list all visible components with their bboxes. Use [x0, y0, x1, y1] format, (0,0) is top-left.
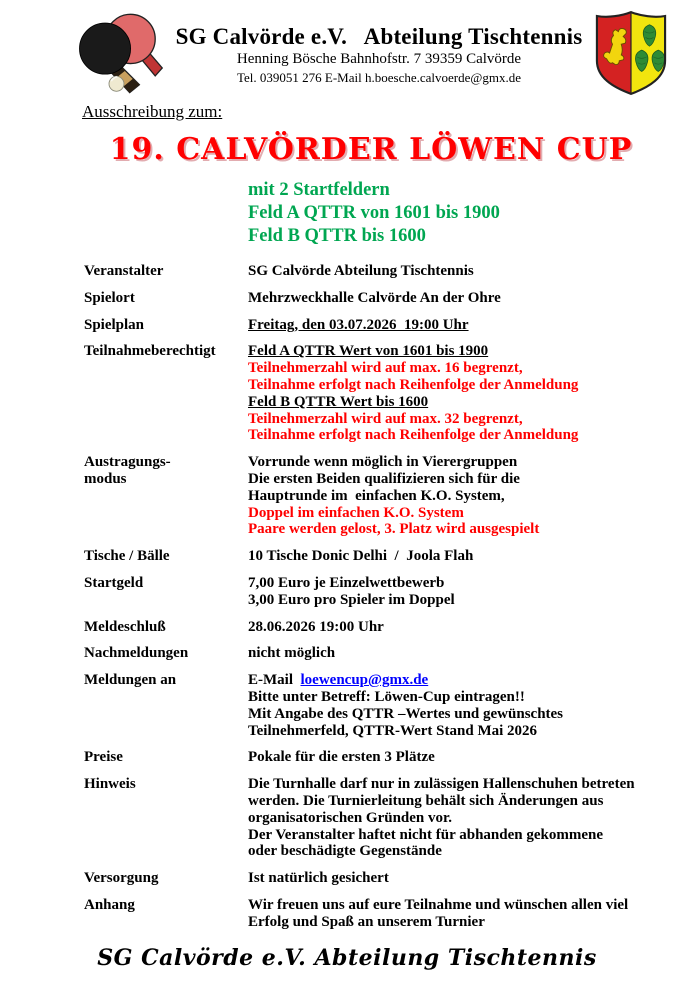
info-row	[84, 776, 654, 860]
row-label: Meldeschluß	[84, 618, 166, 635]
info-row	[84, 619, 654, 636]
info-row	[84, 870, 654, 887]
row-value	[248, 619, 654, 636]
info-row	[84, 897, 654, 931]
row-value	[248, 870, 654, 887]
text-segment: Teilnahme erfolgt nach Reihenfolge der Anmeldung	[248, 427, 579, 444]
header	[0, 0, 694, 98]
row-value	[248, 776, 654, 860]
info-row	[84, 645, 654, 662]
info-rows	[84, 263, 654, 931]
text-line	[248, 776, 654, 793]
text-line	[248, 689, 654, 706]
row-value	[248, 672, 654, 739]
header-text	[164, 8, 594, 86]
text-line	[248, 427, 654, 444]
row-label: Veranstalter	[84, 263, 164, 279]
subtitle-line: Feld A QTTR von 1601 bis 1900	[248, 203, 500, 223]
row-value	[248, 548, 654, 565]
row-label: Hinweis	[84, 776, 136, 793]
row-label: Startgeld	[84, 574, 144, 591]
row-value	[248, 317, 654, 334]
text-line	[248, 672, 654, 689]
text-line	[248, 897, 654, 914]
text-segment: Paare werden gelost, 3. Platz wird ausgespielt	[248, 521, 540, 538]
calvoerde-lion-hops-crest-icon	[594, 10, 668, 96]
text-segment: Feld B QTTR Wert bis 1600	[248, 393, 429, 410]
text-segment: organisatorischen Gründen vor.	[248, 809, 453, 826]
text-line	[248, 645, 654, 662]
text-line	[248, 377, 654, 394]
text-line	[248, 827, 654, 844]
text-line	[248, 290, 654, 307]
footer-signature: SG Calvörde e.V. Abteilung Tischtennis	[97, 944, 597, 971]
text-segment: Der Veranstalter haftet nicht für abhanden gekommene	[248, 826, 603, 843]
text-segment: Teilnehmerzahl wird auf max. 16 begrenzt,	[248, 360, 523, 377]
text-segment: Die Turnhalle darf nur in zulässigen Hallenschuhen betreten	[248, 776, 635, 793]
subtitle-line: Feld B QTTR bis 1600	[248, 226, 426, 246]
text-segment: Teilnehmerfeld, QTTR-Wert Stand Mai 2026	[248, 722, 538, 739]
subtitle-line: mit 2 Startfeldern	[248, 180, 390, 200]
text-line	[248, 723, 654, 740]
info-row	[84, 263, 654, 280]
text-line	[248, 411, 654, 428]
text-segment: nicht möglich	[248, 645, 336, 662]
text-line	[248, 360, 654, 377]
row-value	[248, 454, 654, 538]
text-segment: Doppel im einfachen K.O. System	[248, 504, 464, 521]
text-segment: SG Calvörde Abteilung Tischtennis	[248, 263, 474, 279]
text-line	[248, 914, 654, 931]
info-row	[84, 343, 654, 444]
intro-heading: Ausschreibung zum:	[82, 102, 223, 121]
row-label: Meldungen an	[84, 672, 177, 689]
text-line	[248, 619, 654, 636]
row-value	[248, 749, 654, 766]
row-label: Austragungs- modus	[84, 454, 171, 487]
text-segment: Feld A QTTR Wert von 1601 bis 1900	[248, 343, 489, 360]
row-label: Spielplan	[84, 316, 145, 333]
org-title: SG Calvörde e.V. Abteilung Tischtennis	[175, 24, 583, 49]
text-segment: Erfolg und Spaß an unserem Turnier	[248, 913, 485, 930]
info-row	[84, 749, 654, 766]
text-line	[248, 505, 654, 522]
text-line	[248, 592, 654, 609]
text-line	[248, 749, 654, 766]
text-segment: Teilnehmerzahl wird auf max. 32 begrenzt,	[248, 410, 523, 427]
row-value	[248, 343, 654, 444]
text-segment: Wir freuen uns auf eure Teilnahme und wünschen allen viel	[248, 896, 629, 913]
text-line	[248, 317, 654, 334]
info-row	[84, 672, 654, 739]
text-segment: Mehrzweckhalle Calvörde An der Ohre	[248, 289, 501, 306]
text-segment: Teilnahme erfolgt nach Reihenfolge der Anmeldung	[248, 376, 579, 393]
text-line	[248, 263, 654, 280]
text-line	[248, 394, 654, 411]
text-segment: Vorrunde wenn möglich in Vierergruppen	[248, 454, 518, 471]
text-line	[248, 870, 654, 887]
text-segment: E-Mail	[248, 672, 301, 689]
row-label: Anhang	[84, 896, 135, 913]
row-label: Nachmeldungen	[84, 645, 189, 662]
row-value	[248, 263, 654, 280]
text-line	[248, 706, 654, 723]
text-segment: Die ersten Beiden qualifizieren sich für die	[248, 470, 520, 487]
text-segment: Bitte unter Betreff: Löwen-Cup eintragen!!	[248, 688, 525, 705]
text-line	[248, 793, 654, 810]
info-row	[84, 317, 654, 334]
row-value	[248, 575, 654, 609]
text-segment: Ist natürlich gesichert	[248, 870, 389, 887]
row-value	[248, 897, 654, 931]
text-segment: Pokale für die ersten 3 Plätze	[248, 749, 435, 766]
text-segment: werden. Die Turnierleitung behält sich Änderungen aus	[248, 792, 604, 809]
text-line	[248, 343, 654, 360]
row-label: Preise	[84, 749, 123, 766]
row-value	[248, 290, 654, 307]
text-segment: 3,00 Euro pro Spieler im Doppel	[248, 591, 455, 608]
email-link[interactable]: loewencup@gmx.de	[300, 672, 429, 689]
row-label: Tische / Bälle	[84, 548, 170, 565]
subtitle-block	[248, 179, 694, 248]
info-row	[84, 454, 654, 538]
org-address: Henning Bösche Bahnhofstr. 7 39359 Calvörde	[236, 51, 522, 67]
event-title: 19. CALVÖRDER LÖWEN CUP	[109, 132, 633, 167]
text-line	[248, 454, 654, 471]
info-row	[84, 290, 654, 307]
org-contact: Tel. 039051 276 E-Mail h.boesche.calvoerde@gmx.de	[237, 70, 521, 85]
text-segment: 7,00 Euro je Einzelwettbewerb	[248, 574, 445, 591]
text-line	[248, 843, 654, 860]
text-segment: Hauptrunde im einfachen K.O. System,	[248, 487, 505, 504]
text-segment: Mit Angabe des QTTR –Wertes und gewünschtes	[248, 705, 564, 722]
info-row	[84, 548, 654, 565]
text-line	[248, 810, 654, 827]
text-segment: 10 Tische Donic Delhi / Joola Flah	[248, 548, 474, 565]
text-segment: oder beschädigte Gegenstände	[248, 843, 442, 860]
text-segment: 28.06.2026 19:00 Uhr	[248, 618, 384, 635]
text-line	[248, 471, 654, 488]
table-tennis-paddles-icon	[76, 8, 164, 98]
text-line	[248, 488, 654, 505]
text-line	[248, 521, 654, 538]
row-value	[248, 645, 654, 662]
row-label: Teilnahmeberechtigt	[84, 343, 216, 360]
row-label: Spielort	[84, 289, 135, 306]
text-segment: Freitag, den 03.07.2026 19:00 Uhr	[248, 316, 469, 333]
info-row	[84, 575, 654, 609]
text-line	[248, 575, 654, 592]
row-label: Versorgung	[84, 870, 159, 887]
text-line	[248, 548, 654, 565]
